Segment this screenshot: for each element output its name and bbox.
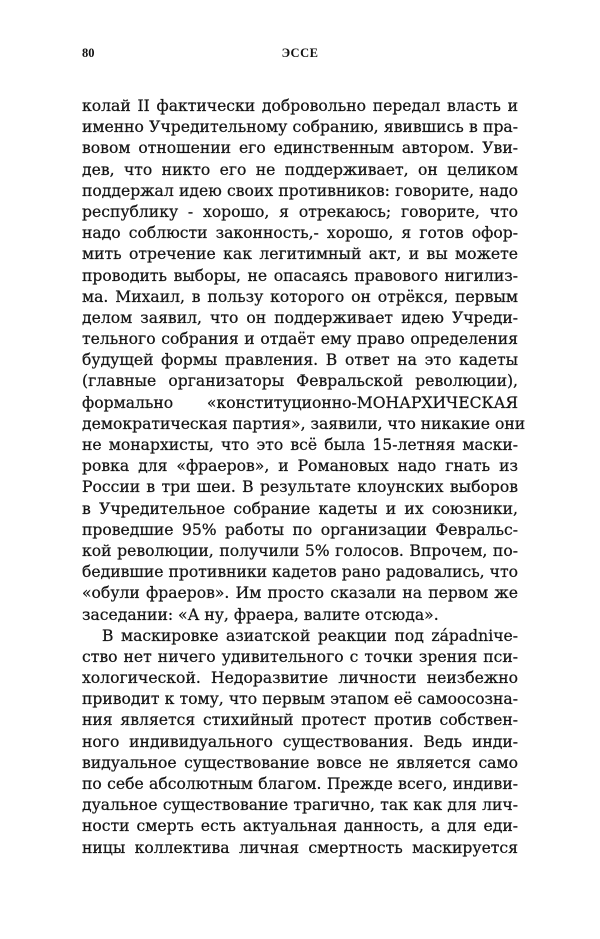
text-line: тельного собрания и отдаёт ему право определения <box>82 330 518 349</box>
text-line: бедившие противники кадетов рано радовались, что <box>82 563 518 582</box>
text-line: хологической. Недоразвитие личности неизбежно <box>82 669 518 688</box>
running-head <box>82 46 518 62</box>
text-line: кой революции, получили 5% голосов. Впрочем, по- <box>82 541 518 560</box>
text-line: ности смерть есть актуальная данность, а для еди- <box>82 817 518 836</box>
text-line: В маскировке азиатской реакции под západniче- <box>102 626 518 645</box>
text-line: не монархисты, что это всё была 15-летняя маски- <box>82 436 518 454</box>
text-line: надо соблюсти законность,- хорошо, я готов офор- <box>82 224 518 243</box>
text-line: ницы коллектива личная смертность маскируется <box>82 838 518 857</box>
text-line: в Учредительное собрание кадеты и их союзники, <box>82 499 518 518</box>
page-number: 80 <box>82 46 95 60</box>
text-line: формально «конституционно-МОНАРХИЧЕСКАЯ <box>82 393 518 412</box>
body-text <box>82 96 526 859</box>
text-line: «обули фраеров». Им просто сказали на первом же <box>82 584 518 603</box>
text-line: заседании: «А ну, фраера, валите отсюда». <box>82 605 439 624</box>
text-line: ство нет ничего удивительного с точки зрения пси- <box>82 647 518 666</box>
paragraph-2 <box>82 626 518 859</box>
text-line: делом заявил, что он поддерживает идею Учреди- <box>82 308 518 327</box>
paragraph-1 <box>82 96 526 626</box>
text-line: демократическая партия», заявили, что никакие они <box>82 414 526 433</box>
text-line: проводить выборы, не опасаясь правового нигилиз- <box>82 266 518 285</box>
section-title: ЭССЕ <box>281 46 319 60</box>
text-line: ровка для «фраеров», и Романовых надо гнать из <box>82 457 518 476</box>
text-line: ния является стихийный протест против собствен- <box>82 711 518 730</box>
text-line: дев, что никто его не поддерживает, он целиком <box>82 160 518 179</box>
text-line: колай II фактически добровольно передал власть и <box>82 97 518 115</box>
text-line: по себе абсолютным благом. Прежде всего, индиви- <box>82 775 518 793</box>
text-line: именно Учредительному собранию, явившись в пра- <box>82 118 518 137</box>
text-line: ма. Михаил, в пользу которого он отрёкся, первым <box>82 287 518 306</box>
text-line: (главные организаторы Февральской революции), <box>82 372 518 391</box>
text-line: России в три шеи. В результате клоунских выборов <box>82 478 518 497</box>
text-line: приводит к тому, что первым этапом её самоосозна- <box>82 690 518 709</box>
text-line: республику - хорошо, я отрекаюсь; говорите, что <box>82 202 518 221</box>
text-line: видуальное существование вовсе не является само <box>82 753 518 772</box>
text-line: мить отречение как легитимный акт, и вы можете <box>82 245 518 264</box>
text-line: дуальное существование трагично, так как для лич- <box>82 796 518 815</box>
text-line: ного индивидуального существования. Ведь инди- <box>82 732 518 751</box>
text-line: поддержал идею своих противников: говорите, надо <box>82 181 518 200</box>
text-line: вовом отношении его единственным автором. Уви- <box>82 139 518 158</box>
text-line: проведшие 95% работы по организации Февральс- <box>82 520 518 539</box>
text-line: будущей формы правления. В ответ на это кадеты <box>82 351 518 370</box>
